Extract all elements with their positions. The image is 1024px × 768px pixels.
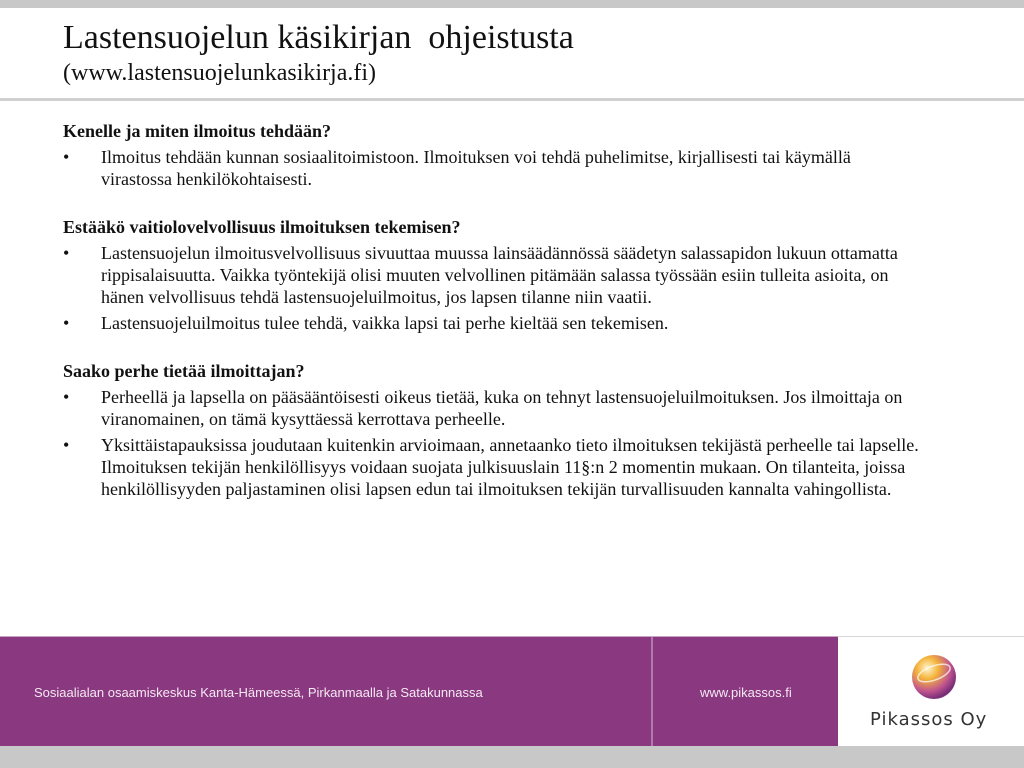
bullet-text: Ilmoitus tehdään kunnan sosiaalitoimistoon. Ilmoituksen voi tehdä puhelimitse, kirjallisesti tai käymällä virastossa henkilökohtaisesti. — [101, 147, 851, 189]
slide-body — [63, 120, 923, 504]
bullet-text: Perheellä ja lapsella on pääsääntöisesti oikeus tietää, kuka on tehnyt lastensuojeluilmoituksen. Jos ilmoittaja on viranomainen, on tämä kysyttäessä kerrottava perheelle. — [101, 387, 903, 429]
footer-band — [0, 636, 838, 747]
bullet-marker: • — [63, 147, 70, 167]
sphere-logo-icon — [910, 653, 958, 701]
section-reporting — [63, 120, 923, 190]
logo-text: Pikassos Oy — [870, 709, 988, 730]
bullet-text: Lastensuojeluilmoitus tulee tehdä, vaikka lapsi tai perhe kieltää sen tekemisen. — [101, 313, 669, 333]
bullet-marker: • — [63, 387, 70, 407]
bullet-marker: • — [63, 243, 70, 263]
bullet-item — [63, 242, 923, 308]
slide-footer — [0, 636, 1024, 746]
bullet-item — [63, 386, 923, 430]
footer-url-link[interactable]: www.pikassos.fi — [700, 685, 792, 700]
footer-organization: Sosiaalialan osaamiskeskus Kanta-Hämeessä, Pirkanmaalla ja Satakunnassa — [34, 685, 483, 700]
section-confidentiality — [63, 216, 923, 334]
bottom-bar — [0, 746, 1024, 768]
slide-header — [63, 18, 1003, 88]
section-heading: Saako perhe tietää ilmoittajan? — [63, 361, 305, 381]
bullet-text: Yksittäistapauksissa joudutaan kuitenkin arvioimaan, annetaanko tieto ilmoituksen tekijästä perheelle tai lapselle. Ilmoituksen tekijän henkilöllisyys voidaan suojata julkisuuslain 11§:n 2 momentin mukaan. On tilanteita, joissa henkilöllisyyden paljastaminen olisi lapsen edun tai ilmoituksen tekijän turvallisuuden kannalta vahingollista. — [101, 435, 919, 499]
bullet-item — [63, 434, 923, 500]
section-heading: Kenelle ja miten ilmoitus tehdään? — [63, 121, 331, 141]
header-divider — [0, 98, 1024, 101]
bullet-marker: • — [63, 313, 70, 333]
footer-divider — [651, 637, 653, 747]
slide-subtitle: (www.lastensuojelunkasikirja.fi) — [63, 60, 377, 86]
slide-title: Lastensuojelun käsikirjan ohjeistusta — [63, 19, 574, 56]
top-bar — [0, 0, 1024, 8]
company-logo — [838, 636, 1024, 747]
bullet-marker: • — [63, 435, 70, 455]
bullet-item — [63, 312, 923, 334]
section-heading: Estääkö vaitiolovelvollisuus ilmoituksen tekemisen? — [63, 217, 461, 237]
bullet-item — [63, 146, 923, 190]
section-reporter-identity — [63, 360, 923, 500]
bullet-text: Lastensuojelun ilmoitusvelvollisuus sivuuttaa muussa lainsäädännössä säädetyn salassapidon lukuun ottamatta rippisalaisuutta. Vaikka työntekijä olisi muuten velvollinen pitämään salassa työssään esiin tulleita asioita, on hänen velvollisuus tehdä lastensuojeluilmoitus, jos lapsen tilanne niin vaatii. — [101, 243, 898, 307]
